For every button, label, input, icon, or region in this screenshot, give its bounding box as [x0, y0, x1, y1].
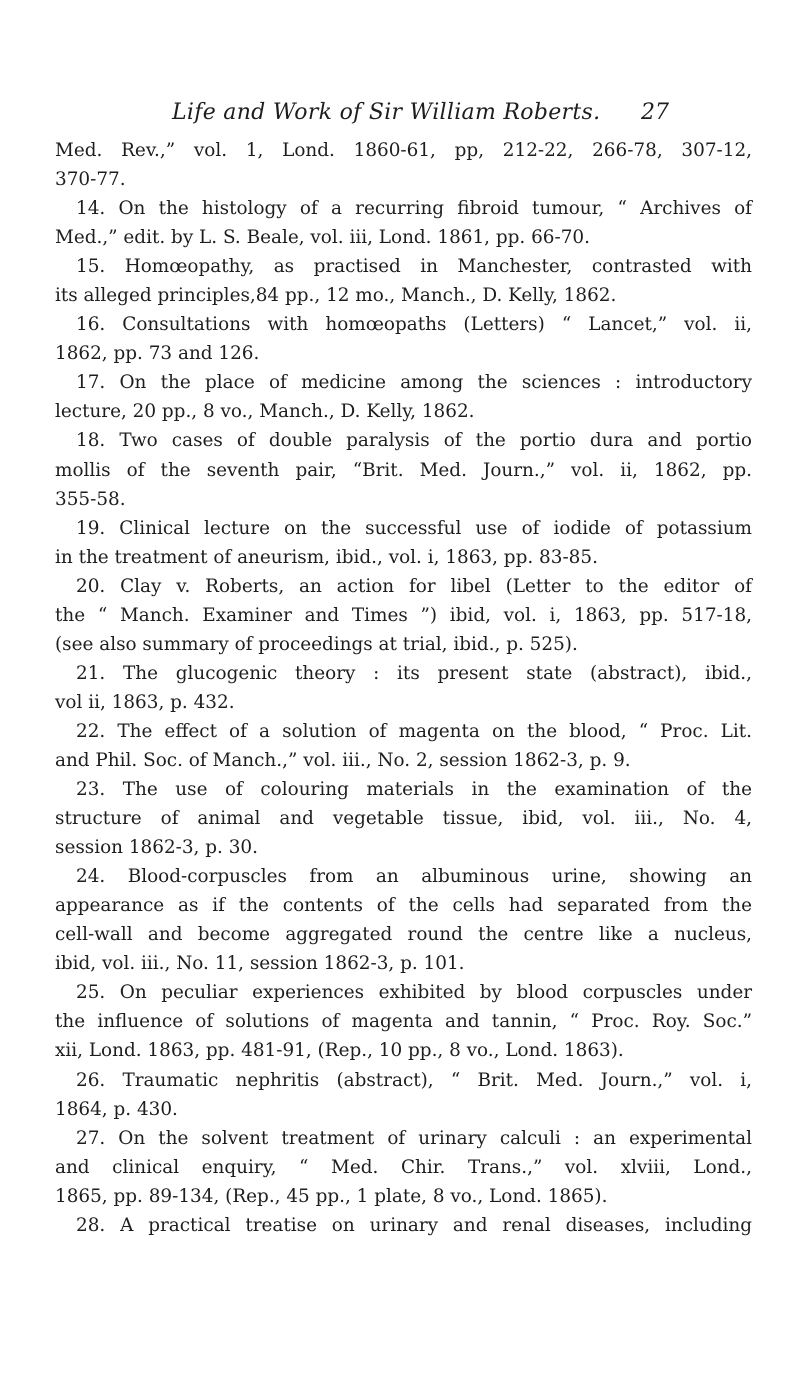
text-line: xii, Lond. 1863, pp. 481-91, (Rep., 10 pp., 8 vo., Lond. 1863). — [55, 1040, 624, 1062]
text-line: and Phil. Soc. of Manch.,” vol. iii., No. 2, session 1862-3, p. 9. — [55, 749, 631, 771]
text-line: in the treatment of aneurism, ibid., vol. i, 1863, pp. 83-85. — [55, 546, 598, 568]
text-line: 25. On peculiar experiences exhibited by blood corpuscles under — [76, 982, 752, 1004]
text-line: 1862, pp. 73 and 126. — [55, 343, 260, 365]
text-line: 1865, pp. 89-134, (Rep., 45 pp., 1 plate, 8 vo., Lond. 1865). — [55, 1185, 608, 1207]
text-line: 370-77. — [55, 169, 126, 191]
text-line: 19. Clinical lecture on the successful use of iodide of potassium — [76, 517, 752, 539]
text-line: vol ii, 1863, p. 432. — [55, 691, 235, 713]
running-head — [0, 100, 800, 130]
text-line: 17. On the place of medicine among the sciences : introductory — [76, 372, 752, 394]
text-line: lecture, 20 pp., 8 vo., Manch., D. Kelly, 1862. — [55, 401, 475, 423]
text-line: 18. Two cases of double paralysis of the portio dura and portio — [76, 430, 752, 452]
running-head-title: Life and Work of Sir William Roberts. — [172, 100, 601, 125]
bibliography-text — [55, 136, 752, 1240]
text-line: structure of animal and vegetable tissue, ibid, vol. iii., No. 4, — [55, 808, 752, 830]
text-line: 16. Consultations with homœopaths (Letters) “ Lancet,” vol. ii, — [76, 314, 752, 336]
text-line: 27. On the solvent treatment of urinary calculi : an experimental — [76, 1127, 752, 1149]
text-line: 1864, p. 430. — [55, 1098, 178, 1120]
text-line: 22. The effect of a solution of magenta on the blood, “ Proc. Lit. — [76, 720, 752, 742]
text-line: the “ Manch. Examiner and Times ”) ibid, vol. i, 1863, pp. 517-18, — [55, 604, 752, 626]
text-line: and clinical enquiry, “ Med. Chir. Trans.,” vol. xlviii, Lond., — [55, 1156, 752, 1178]
text-line: 26. Traumatic nephritis (abstract), “ Brit. Med. Journ.,” vol. i, — [76, 1069, 752, 1091]
text-line: mollis of the seventh pair, “Brit. Med. Journ.,” vol. ii, 1862, pp. — [55, 459, 752, 481]
text-line: Med. Rev.,” vol. 1, Lond. 1860-61, pp, 212-22, 266-78, 307-12, — [55, 140, 752, 161]
text-line: 15. Homœopathy, as practised in Manchester, contrasted with — [76, 256, 752, 278]
text-line: cell-wall and become aggregated round the centre like a nucleus, — [55, 924, 752, 946]
text-line: 355-58. — [55, 488, 126, 510]
text-line: 24. Blood-corpuscles from an albuminous urine, showing an — [76, 866, 752, 888]
text-line: its alleged principles,84 pp., 12 mo., Manch., D. Kelly, 1862. — [55, 285, 617, 307]
text-line: (see also summary of proceedings at trial, ibid., p. 525). — [55, 633, 578, 655]
text-line: appearance as if the contents of the cells had separated from the — [55, 895, 752, 917]
text-line: 21. The glucogenic theory : its present state (abstract), ibid., — [76, 662, 752, 684]
text-line: 20. Clay v. Roberts, an action for libel (Letter to the editor of — [76, 575, 752, 597]
text-line: 14. On the histology of a recurring fibroid tumour, “ Archives of — [76, 198, 752, 220]
text-line: Med.,” edit. by L. S. Beale, vol. iii, Lond. 1861, pp. 66-70. — [55, 227, 590, 249]
text-line: the influence of solutions of magenta and tannin, “ Proc. Roy. Soc.” — [55, 1011, 752, 1033]
text-line: 23. The use of colouring materials in the examination of the — [76, 779, 752, 801]
text-line: ibid, vol. iii., No. 11, session 1862-3, p. 101. — [55, 953, 465, 975]
page-number: 27 — [641, 100, 669, 125]
text-line: 28. A practical treatise on urinary and renal diseases, including — [76, 1214, 752, 1236]
text-line: session 1862-3, p. 30. — [55, 837, 258, 859]
